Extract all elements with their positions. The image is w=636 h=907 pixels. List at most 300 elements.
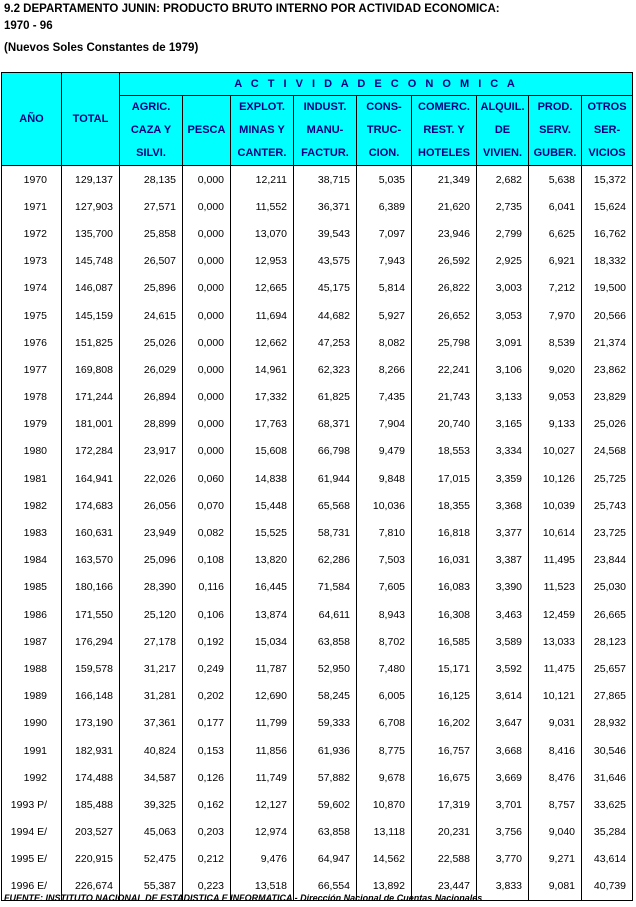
table-row [2, 275, 633, 302]
value-cell: 25,743 [582, 492, 633, 519]
value-cell: 0,000 [183, 275, 231, 302]
value-cell: 16,031 [412, 547, 477, 574]
value-cell: 3,668 [477, 737, 529, 764]
value-cell: 59,333 [294, 710, 357, 737]
table-row [2, 302, 633, 329]
header-line: PROD. [537, 101, 573, 113]
value-cell: 31,281 [120, 683, 183, 710]
value-cell: 12,662 [231, 329, 294, 356]
table-units: (Nuevos Soles Constantes de 1979) [4, 42, 199, 54]
table-period: 1970 - 96 [4, 20, 53, 32]
value-cell: 5,927 [357, 302, 412, 329]
value-cell: 13,892 [357, 873, 412, 901]
header-total: TOTAL [62, 73, 120, 166]
value-cell: 65,568 [294, 492, 357, 519]
table-row [2, 384, 633, 411]
value-cell: 9,271 [529, 846, 582, 873]
value-cell: 15,608 [231, 438, 294, 465]
value-cell: 3,165 [477, 411, 529, 438]
value-cell: 3,614 [477, 683, 529, 710]
value-cell: 3,770 [477, 846, 529, 873]
value-cell: 9,476 [231, 846, 294, 873]
value-cell: 16,445 [231, 574, 294, 601]
value-cell: 45,175 [294, 275, 357, 302]
value-cell: 9,678 [357, 764, 412, 791]
value-cell: 7,503 [357, 547, 412, 574]
value-cell: 11,694 [231, 302, 294, 329]
year-cell: 1975 [2, 302, 62, 329]
header-column [231, 96, 294, 166]
value-cell: 5,814 [357, 275, 412, 302]
value-cell: 10,614 [529, 519, 582, 546]
year-cell: 1982 [2, 492, 62, 519]
value-cell: 23,447 [412, 873, 477, 901]
value-cell: 38,715 [294, 166, 357, 194]
value-cell: 24,615 [120, 302, 183, 329]
table-row [2, 846, 633, 873]
header-column [357, 96, 412, 166]
value-cell: 6,921 [529, 248, 582, 275]
value-cell: 18,553 [412, 438, 477, 465]
value-cell: 12,127 [231, 791, 294, 818]
value-cell: 3,701 [477, 791, 529, 818]
value-cell: 5,638 [529, 166, 582, 194]
value-cell: 26,822 [412, 275, 477, 302]
value-cell: 58,731 [294, 519, 357, 546]
table-row [2, 683, 633, 710]
value-cell: 27,178 [120, 628, 183, 655]
table-row [2, 193, 633, 220]
value-cell: 66,554 [294, 873, 357, 901]
year-cell: 1984 [2, 547, 62, 574]
year-cell: 1981 [2, 465, 62, 492]
value-cell: 173,190 [62, 710, 120, 737]
value-cell: 36,371 [294, 193, 357, 220]
value-cell: 0,000 [183, 384, 231, 411]
value-cell: 163,570 [62, 547, 120, 574]
header-line: REST. Y [423, 124, 465, 136]
value-cell: 12,211 [231, 166, 294, 194]
value-cell: 14,961 [231, 356, 294, 383]
value-cell: 71,584 [294, 574, 357, 601]
value-cell: 12,665 [231, 275, 294, 302]
source-note: FUENTE: INSTITUTO NACIONAL DE ESTADISTICA E INFORMATICA - Dirección Nacional de Cuentas Nacionales [4, 893, 483, 903]
value-cell: 176,294 [62, 628, 120, 655]
year-cell: 1983 [2, 519, 62, 546]
value-cell: 13,874 [231, 601, 294, 628]
value-cell: 24,568 [582, 438, 633, 465]
year-cell: 1993 P/ [2, 791, 62, 818]
value-cell: 11,495 [529, 547, 582, 574]
value-cell: 7,435 [357, 384, 412, 411]
value-cell: 61,936 [294, 737, 357, 764]
value-cell: 23,844 [582, 547, 633, 574]
year-cell: 1976 [2, 329, 62, 356]
value-cell: 180,166 [62, 574, 120, 601]
value-cell: 58,245 [294, 683, 357, 710]
header-column [120, 96, 183, 166]
year-cell: 1973 [2, 248, 62, 275]
value-cell: 0,000 [183, 438, 231, 465]
value-cell: 9,053 [529, 384, 582, 411]
value-cell: 25,657 [582, 655, 633, 682]
year-cell: 1971 [2, 193, 62, 220]
header-line: CONS- [366, 101, 402, 113]
header-line: COMERC. [418, 101, 470, 113]
value-cell: 127,903 [62, 193, 120, 220]
value-cell: 6,708 [357, 710, 412, 737]
value-cell: 15,525 [231, 519, 294, 546]
value-cell: 25,725 [582, 465, 633, 492]
value-cell: 9,031 [529, 710, 582, 737]
value-cell: 7,810 [357, 519, 412, 546]
value-cell: 135,700 [62, 220, 120, 247]
header-column [412, 96, 477, 166]
header-column [477, 96, 529, 166]
table-row [2, 547, 633, 574]
value-cell: 8,266 [357, 356, 412, 383]
value-cell: 3,592 [477, 655, 529, 682]
year-cell: 1987 [2, 628, 62, 655]
value-cell: 0,082 [183, 519, 231, 546]
value-cell: 10,121 [529, 683, 582, 710]
year-cell: 1988 [2, 655, 62, 682]
value-cell: 7,970 [529, 302, 582, 329]
table-row [2, 465, 633, 492]
value-cell: 8,082 [357, 329, 412, 356]
value-cell: 52,475 [120, 846, 183, 873]
value-cell: 26,056 [120, 492, 183, 519]
value-cell: 16,675 [412, 764, 477, 791]
value-cell: 172,284 [62, 438, 120, 465]
value-cell: 28,390 [120, 574, 183, 601]
value-cell: 14,838 [231, 465, 294, 492]
year-cell: 1979 [2, 411, 62, 438]
value-cell: 13,070 [231, 220, 294, 247]
value-cell: 28,135 [120, 166, 183, 194]
value-cell: 0,223 [183, 873, 231, 901]
value-cell: 11,552 [231, 193, 294, 220]
value-cell: 55,387 [120, 873, 183, 901]
year-cell: 1978 [2, 384, 62, 411]
value-cell: 23,725 [582, 519, 633, 546]
value-cell: 23,949 [120, 519, 183, 546]
value-cell: 12,459 [529, 601, 582, 628]
value-cell: 226,674 [62, 873, 120, 901]
value-cell: 0,000 [183, 220, 231, 247]
value-cell: 12,974 [231, 819, 294, 846]
value-cell: 0,070 [183, 492, 231, 519]
value-cell: 3,756 [477, 819, 529, 846]
value-cell: 3,053 [477, 302, 529, 329]
table-row [2, 574, 633, 601]
value-cell: 0,202 [183, 683, 231, 710]
table-row [2, 356, 633, 383]
value-cell: 23,946 [412, 220, 477, 247]
table-row [2, 764, 633, 791]
value-cell: 28,899 [120, 411, 183, 438]
value-cell: 0,000 [183, 248, 231, 275]
value-cell: 2,735 [477, 193, 529, 220]
value-cell: 9,020 [529, 356, 582, 383]
year-cell: 1996 E/ [2, 873, 62, 901]
header-line: EXPLOT. [239, 101, 285, 113]
value-cell: 203,527 [62, 819, 120, 846]
value-cell: 17,332 [231, 384, 294, 411]
value-cell: 16,308 [412, 601, 477, 628]
header-line: TRUC- [366, 124, 402, 136]
header-activity: A C T I V I D A D E C O N O M I C A [120, 73, 633, 96]
value-cell: 0,212 [183, 846, 231, 873]
table-row [2, 791, 633, 818]
value-cell: 160,631 [62, 519, 120, 546]
value-cell: 13,820 [231, 547, 294, 574]
value-cell: 26,665 [582, 601, 633, 628]
value-cell: 25,896 [120, 275, 183, 302]
header-line: MINAS Y [239, 124, 285, 136]
table-row [2, 438, 633, 465]
value-cell: 6,389 [357, 193, 412, 220]
value-cell: 174,488 [62, 764, 120, 791]
value-cell: 26,029 [120, 356, 183, 383]
value-cell: 28,932 [582, 710, 633, 737]
value-cell: 10,036 [357, 492, 412, 519]
value-cell: 3,368 [477, 492, 529, 519]
header-line: OTROS [587, 101, 627, 113]
value-cell: 0,126 [183, 764, 231, 791]
value-cell: 37,361 [120, 710, 183, 737]
value-cell: 0,192 [183, 628, 231, 655]
value-cell: 62,323 [294, 356, 357, 383]
value-cell: 21,620 [412, 193, 477, 220]
value-cell: 7,943 [357, 248, 412, 275]
value-cell: 13,518 [231, 873, 294, 901]
value-cell: 0,162 [183, 791, 231, 818]
value-cell: 6,005 [357, 683, 412, 710]
value-cell: 9,081 [529, 873, 582, 901]
table-row [2, 329, 633, 356]
year-cell: 1974 [2, 275, 62, 302]
value-cell: 52,950 [294, 655, 357, 682]
header-line: ALQUIL. [480, 101, 525, 113]
value-cell: 22,026 [120, 465, 183, 492]
value-cell: 59,602 [294, 791, 357, 818]
table-row [2, 710, 633, 737]
value-cell: 2,682 [477, 166, 529, 194]
value-cell: 0,203 [183, 819, 231, 846]
value-cell: 27,571 [120, 193, 183, 220]
table-row [2, 411, 633, 438]
value-cell: 26,652 [412, 302, 477, 329]
value-cell: 13,118 [357, 819, 412, 846]
value-cell: 16,202 [412, 710, 477, 737]
value-cell: 27,865 [582, 683, 633, 710]
header-column [183, 96, 231, 166]
value-cell: 45,063 [120, 819, 183, 846]
value-cell: 3,387 [477, 547, 529, 574]
value-cell: 40,824 [120, 737, 183, 764]
year-cell: 1986 [2, 601, 62, 628]
header-line: SERV. [539, 124, 571, 136]
value-cell: 6,625 [529, 220, 582, 247]
value-cell: 22,588 [412, 846, 477, 873]
value-cell: 151,825 [62, 329, 120, 356]
value-cell: 0,106 [183, 601, 231, 628]
value-cell: 8,539 [529, 329, 582, 356]
value-cell: 0,249 [183, 655, 231, 682]
table-title: 9.2 DEPARTAMENTO JUNIN: PRODUCTO BRUTO INTERNO POR ACTIVIDAD ECONOMICA: [4, 3, 500, 15]
value-cell: 0,000 [183, 411, 231, 438]
value-cell: 7,212 [529, 275, 582, 302]
value-cell: 10,126 [529, 465, 582, 492]
value-cell: 25,096 [120, 547, 183, 574]
header-line: CAZA Y [130, 124, 172, 136]
value-cell: 5,035 [357, 166, 412, 194]
year-cell: 1980 [2, 438, 62, 465]
value-cell: 2,925 [477, 248, 529, 275]
value-cell: 39,543 [294, 220, 357, 247]
value-cell: 15,624 [582, 193, 633, 220]
value-cell: 3,463 [477, 601, 529, 628]
value-cell: 0,000 [183, 166, 231, 194]
header-line: HOTELES [418, 147, 470, 159]
table-row [2, 248, 633, 275]
value-cell: 31,217 [120, 655, 183, 682]
value-cell: 3,334 [477, 438, 529, 465]
value-cell: 12,690 [231, 683, 294, 710]
value-cell: 11,856 [231, 737, 294, 764]
value-cell: 2,799 [477, 220, 529, 247]
value-cell: 9,848 [357, 465, 412, 492]
value-cell: 21,349 [412, 166, 477, 194]
value-cell: 10,039 [529, 492, 582, 519]
value-cell: 3,647 [477, 710, 529, 737]
value-cell: 23,917 [120, 438, 183, 465]
year-cell: 1972 [2, 220, 62, 247]
value-cell: 8,943 [357, 601, 412, 628]
value-cell: 164,941 [62, 465, 120, 492]
value-cell: 25,120 [120, 601, 183, 628]
value-cell: 9,040 [529, 819, 582, 846]
value-cell: 11,475 [529, 655, 582, 682]
value-cell: 16,762 [582, 220, 633, 247]
value-cell: 7,904 [357, 411, 412, 438]
value-cell: 3,589 [477, 628, 529, 655]
value-cell: 15,372 [582, 166, 633, 194]
value-cell: 68,371 [294, 411, 357, 438]
header-line: SILVI. [136, 147, 166, 159]
value-cell: 17,763 [231, 411, 294, 438]
value-cell: 8,476 [529, 764, 582, 791]
header-line: VIVIEN. [482, 147, 523, 159]
header-line: CION. [368, 147, 400, 159]
value-cell: 3,091 [477, 329, 529, 356]
value-cell: 7,097 [357, 220, 412, 247]
value-cell: 3,003 [477, 275, 529, 302]
value-cell: 21,743 [412, 384, 477, 411]
value-cell: 15,034 [231, 628, 294, 655]
value-cell: 20,740 [412, 411, 477, 438]
value-cell: 166,148 [62, 683, 120, 710]
value-cell: 16,083 [412, 574, 477, 601]
value-cell: 171,244 [62, 384, 120, 411]
value-cell: 66,798 [294, 438, 357, 465]
value-cell: 17,319 [412, 791, 477, 818]
table-row [2, 655, 633, 682]
year-cell: 1992 [2, 764, 62, 791]
header-year: AÑO [2, 73, 62, 166]
value-cell: 181,001 [62, 411, 120, 438]
value-cell: 63,858 [294, 628, 357, 655]
year-cell: 1995 E/ [2, 846, 62, 873]
value-cell: 30,546 [582, 737, 633, 764]
value-cell: 23,829 [582, 384, 633, 411]
value-cell: 64,611 [294, 601, 357, 628]
value-cell: 28,123 [582, 628, 633, 655]
header-column [294, 96, 357, 166]
value-cell: 8,702 [357, 628, 412, 655]
value-cell: 64,947 [294, 846, 357, 873]
value-cell: 9,133 [529, 411, 582, 438]
value-cell: 0,000 [183, 329, 231, 356]
value-cell: 43,614 [582, 846, 633, 873]
value-cell: 3,390 [477, 574, 529, 601]
value-cell: 8,775 [357, 737, 412, 764]
table-row [2, 492, 633, 519]
year-cell: 1985 [2, 574, 62, 601]
value-cell: 8,416 [529, 737, 582, 764]
table-row [2, 737, 633, 764]
value-cell: 34,587 [120, 764, 183, 791]
value-cell: 31,646 [582, 764, 633, 791]
year-cell: 1991 [2, 737, 62, 764]
value-cell: 0,000 [183, 302, 231, 329]
header-line: GUBER. [533, 147, 577, 159]
value-cell: 33,625 [582, 791, 633, 818]
value-cell: 0,108 [183, 547, 231, 574]
value-cell: 3,106 [477, 356, 529, 383]
header-line: PESCA [187, 124, 226, 136]
value-cell: 8,757 [529, 791, 582, 818]
value-cell: 25,026 [120, 329, 183, 356]
value-cell: 6,041 [529, 193, 582, 220]
value-cell: 57,882 [294, 764, 357, 791]
value-cell: 21,374 [582, 329, 633, 356]
value-cell: 62,286 [294, 547, 357, 574]
year-cell: 1977 [2, 356, 62, 383]
value-cell: 20,566 [582, 302, 633, 329]
value-cell: 220,915 [62, 846, 120, 873]
header-line: DE [494, 124, 511, 136]
value-cell: 182,931 [62, 737, 120, 764]
value-cell: 63,858 [294, 819, 357, 846]
value-cell: 23,862 [582, 356, 633, 383]
header-line: CANTER. [237, 147, 287, 159]
value-cell: 145,748 [62, 248, 120, 275]
value-cell: 18,355 [412, 492, 477, 519]
value-cell: 18,332 [582, 248, 633, 275]
value-cell: 61,944 [294, 465, 357, 492]
value-cell: 0,060 [183, 465, 231, 492]
year-cell: 1990 [2, 710, 62, 737]
value-cell: 26,592 [412, 248, 477, 275]
value-cell: 129,137 [62, 166, 120, 194]
value-cell: 0,153 [183, 737, 231, 764]
table-row [2, 220, 633, 247]
table-row [2, 601, 633, 628]
value-cell: 12,953 [231, 248, 294, 275]
value-cell: 15,171 [412, 655, 477, 682]
